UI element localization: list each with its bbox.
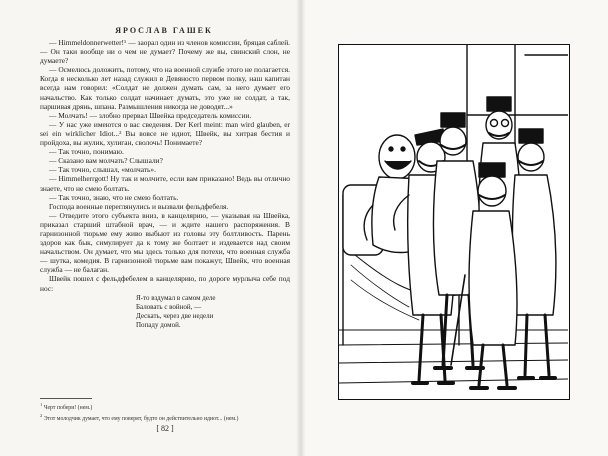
verse-line: Попаду домой.: [136, 320, 181, 329]
verse-line: Я-то вздумал в самом деле: [136, 293, 216, 302]
song-verse: [136, 294, 290, 330]
paragraph: — Himmelherrgott! Ну так и молчите, если вам приказано! Ведь вы отлично знаете, что не смею болтать.: [40, 174, 290, 193]
illustration: [338, 44, 570, 400]
running-head: ЯРОСЛАВ ГАШЕК: [115, 26, 213, 35]
footnote-text: Черт побери! (нем.): [43, 404, 93, 411]
floor-lines: [339, 330, 568, 383]
book-gutter: [296, 0, 306, 456]
footnote: [40, 401, 290, 412]
paragraph: — Сказано вам молчать? Слышали?: [49, 156, 163, 166]
paragraph: — У нас уже имеются о вас сведения. Der Kerl meint: man wird glauben, er sei ein wirklicher Idiot...² Вы вовсе не идиот, Швейк, вы хитрая бестия и пройдоха, вы жулик, хулиган, сволочь! Понимаете?: [40, 119, 290, 148]
paragraph: — Молчать! — злобно прервал Швейка председатель комиссии.: [49, 110, 252, 120]
verse-line: Дескать, через две недели: [136, 311, 214, 320]
body-text: [40, 38, 290, 330]
footnote-text: Этот молодчик думает, что ему поверят, будто он действительно идиот... (нем.): [43, 416, 239, 423]
paragraph: Господа военные переглянулись и вызвали фельдфебеля.: [49, 201, 229, 211]
verse-line: Баловать с войной, —: [136, 302, 202, 311]
paragraph: — Осмелюсь доложить, потому, что на военной службе этого не полагается. Когда я несколько лет назад служил в Девяносто первом полку, наш капитан всегда нам говорил: «Солдат не должен думать сам, за него думает его начальство. Как только солдат начинает думать, это уже не солдат, а так, паршивая дрянь, шпана. Размышления никогда не доводят...»: [40, 65, 290, 111]
paragraph: Швейк пошел с фельдфебелем в канцелярию, по дороге мурлыча себе под нос:: [40, 274, 290, 293]
officer-figure-right: [512, 129, 555, 378]
footnote-mark: 1: [40, 402, 43, 407]
paragraph: — Отведите этого субъекта вниз, в канцелярию, — указывая на Швейка, приказал старший штабной врач, — и ждите нашего распоряжения. В гарнизонной тюрьме ему живо выбьют из головы эту болтливость. Парень здоров как бык, симулирует да к тому же болтает и издевается над своим начальством. Он думает, что мы здесь только для потехи, что военная служба — шутка, комедия. В гарнизонной тюрьме вам покажут, Швейк, что военная служба — не балаган.: [40, 210, 290, 275]
paragraph: — Так точно, слышал, «молчать».: [49, 165, 156, 175]
footnotes: [40, 401, 290, 423]
footnote-divider: [40, 398, 92, 399]
footnote: [40, 412, 290, 423]
paragraph: — Так точно, понимаю.: [49, 147, 124, 157]
page-number: [ 82 ]: [156, 424, 174, 433]
illustration-drawing: [339, 45, 568, 398]
paragraph: — Так точно, знаю, что не смею болтать.: [49, 192, 179, 202]
left-page: [0, 0, 300, 456]
paragraph: — Himmeldonnerwetter!¹ — заорал один из членов комиссии, бряцая саблей. — Он таки вообще ни о чем не думает? Почему же вы, свинский слон, не думаете?: [40, 38, 290, 66]
footnote-mark: 2: [40, 413, 43, 419]
